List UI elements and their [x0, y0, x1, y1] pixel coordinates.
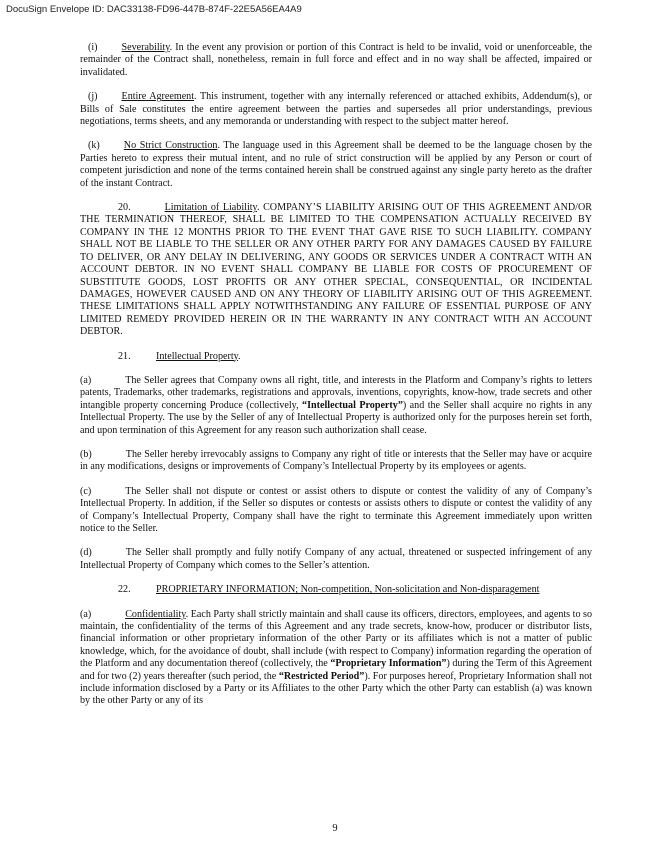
- subsection-text: The Seller hereby irrevocably assigns to Company any right of title or interests that the Seller may have or acquire in any modifications, designs or improvements of Company’s Intellectual Property by its employees or agents.: [80, 448, 592, 473]
- subsection-label: (a): [80, 374, 92, 386]
- subsection-text: The Seller shall not dispute or contest or assist others to dispute or contest the validity of any of Company’s Intellectual Property. In addition, if the Seller so disputes or contests or assists others to dispute or contest the validity of any of Company’s Intellectual Property, Company shall have the right to terminate this Agreement immediately upon written notice to the Seller.: [80, 485, 592, 534]
- section-22-a: [80, 609, 592, 708]
- defined-term: “Intellectual Property”: [302, 399, 403, 411]
- subsection-text: . Each Party shall strictly maintain and shall cause its officers, directors, employees, and agents to so maintain, the confidentiality of the terms of this Agreement and any trade secrets, know-how, producer or distributor lists, financial information or other proprietary information of the other Party or its affiliates which is not a matter of public knowledge, which, for the avoidance of doubt, shall include (with respect to Company) information regarding the operation of the Platform and any documentation thereof (collectively, the: [80, 608, 592, 670]
- subsection-label: (a): [80, 608, 92, 620]
- section-title: PROPRIETARY INFORMATION; Non-competition, Non-solicitation and Non-disparagement: [156, 584, 540, 596]
- section-text: . COMPANY’S LIABILITY ARISING OUT OF THIS AGREEMENT AND/OR THE TERMINATION THEREOF, SHALL BE LIMITED TO THE COMPENSATION ACTUALLY RECEIVED BY COMPANY IN THE 12 MONTHS PRIOR TO THE EVENT THAT GAVE RISE TO SUCH LIABILITY. COMPANY SHALL NOT BE LIABLE TO THE SELLER OR ANY OTHER PARTY FOR ANY DAMAGES CAUSED BY FAILURE TO DELIVER, OR ANY DELAY IN DELIVERING, ANY GOODS OR SERVICES UNDER A CONTRACT WITH AN ACCOUNT DEBTOR. IN NO EVENT SHALL COMPANY BE LIABLE FOR COSTS OF PROCUREMENT OF SUBSTITUTE GOODS, LOST PROFITS OR ANY OTHER SPECIAL, CONSEQUENTIAL, OR INCIDENTAL DAMAGES, HOWEVER CAUSED AND ON ANY THEORY OF LIABILITY ARISING OUT OF THIS AGREEMENT. THESE LIMITATIONS SHALL APPLY NOTWITHSTANDING ANY FAILURE OF ESSENTIAL PURPOSE OF ANY LIMITED REMEDY PROVIDED HEREIN OR IN THE WARRANTY IN ANY CONTRACT WITH AN ACCOUNT DEBTOR.: [80, 202, 592, 338]
- section-21-b: [80, 449, 592, 474]
- subsection-label: (c): [80, 485, 92, 497]
- section-text: . This instrument, together with any internally referenced or attached exhibits, Addendum(s), or Bills of Sale constitutes the entire agreement between the parties and supersedes all prior understandings, previous negotiations, terms sheets, and any memoranda or understanding with respect to the subject matter hereof.: [80, 91, 592, 128]
- docusign-envelope-id: DocuSign Envelope ID: DAC33138-FD96-447B-874F-22E5A56EA4A9: [6, 4, 302, 15]
- section-j: [80, 91, 592, 128]
- section-number: 20.: [118, 202, 131, 214]
- section-number: 22.: [118, 584, 131, 596]
- section-label: (j): [88, 91, 98, 103]
- subsection-text: ). For purposes hereof, Proprietary Information shall not include information disclosed by a Party or its Affiliates to the other Party which the other Party can establish (a) was known by the other Party or any of its: [80, 670, 592, 707]
- section-title: Entire Agreement: [121, 91, 195, 103]
- document-page: [80, 42, 592, 720]
- page-number: 9: [332, 823, 338, 834]
- section-label: (i): [88, 42, 98, 53]
- section-label: (k): [88, 140, 100, 152]
- subsection-text: ) during the Term of this Agreement and for two (2) years thereafter (such period, the: [80, 658, 592, 682]
- title-punctuation: .: [238, 350, 241, 362]
- subsection-label: (d): [80, 547, 92, 559]
- section-title: Severability: [121, 42, 170, 53]
- subsection-text: ) and the Seller shall acquire no rights in any Intellectual Property. The use by the Seller of any of Intellectual Property is authorized only for the purposes herein set forth, and upon termination of this Agreement for any reason such authorization shall cease.: [80, 399, 593, 436]
- section-number: 21.: [118, 350, 131, 362]
- section-21-a: [80, 375, 592, 437]
- defined-term: “Restricted Period”: [278, 670, 365, 682]
- section-text: . In the event any provision or portion of this Contract is held to be invalid, void or unenforceable, the remainder of the Contract shall, nonetheless, remain in full force and effect and in no way shall be affected, impaired or invalidated.: [80, 42, 592, 78]
- section-20: [80, 202, 592, 338]
- section-title: Intellectual Property: [156, 350, 239, 362]
- section-21-d: [80, 547, 592, 572]
- subsection-title: Confidentiality: [125, 608, 186, 620]
- section-k: [80, 140, 592, 190]
- section-21-c: [80, 486, 592, 536]
- defined-term: “Proprietary Information”: [330, 658, 447, 670]
- subsection-text: The Seller agrees that Company owns all right, title, and interests in the Platform and Company’s rights to letters patents, Trademarks, other trademarks, registrations and approvals, inventions, copyrights, know-how, trade secrets and other intangible property concerning Produce (collectively,: [80, 374, 592, 411]
- section-text: . The language used in this Agreement shall be deemed to be the language chosen by the Parties hereto to express their mutual intent, and no rule of strict construction will be applied by any Person or court of competent jurisdiction and none of the terms contained herein shall be construed against any single party hereto as the drafter of the instant Contract.: [80, 140, 593, 189]
- section-22-heading: [80, 584, 592, 596]
- section-i: [80, 42, 592, 79]
- section-21-heading: [80, 351, 592, 363]
- subsection-text: The Seller shall promptly and fully notify Company of any actual, threatened or suspected infringement of any Intellectual Property of Company which comes to the Seller’s attention.: [80, 547, 592, 571]
- section-title: No Strict Construction: [123, 140, 218, 152]
- section-title: Limitation of Liability: [164, 202, 257, 214]
- subsection-label: (b): [80, 448, 92, 460]
